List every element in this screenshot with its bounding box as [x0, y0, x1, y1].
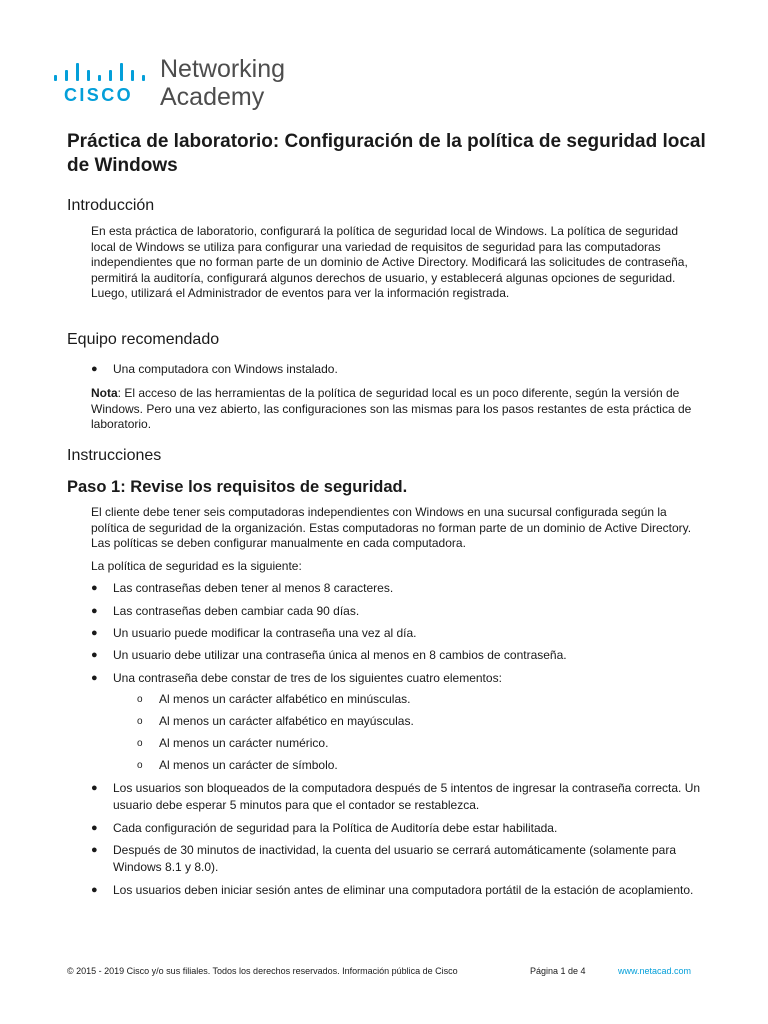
bullet-icon: ● — [91, 672, 98, 684]
list-item: ● Cada configuración de seguridad para la Política de Auditoría debe estar habilitada. — [91, 821, 558, 835]
note-paragraph — [91, 386, 706, 433]
bullet-icon: ● — [91, 627, 98, 639]
bullet-icon: ● — [91, 605, 98, 617]
document-title: Práctica de laboratorio: Configuración de la política de seguridad local de Windows — [67, 131, 706, 176]
sub-list-item: o Al menos un carácter numérico. — [137, 736, 329, 750]
sub-list-item: o Al menos un carácter alfabético en mayúsculas. — [137, 714, 414, 728]
note-text: : El acceso de las herramientas de la política de seguridad local es un poco diferente, según la versión de Windows. Pero una vez abierto, las configuraciones son las mismas para los pasos restantes de esta práctica de laboratorio. — [91, 386, 692, 431]
footer-url-link[interactable]: www.netacad.com — [618, 966, 692, 976]
bullet-icon: ● — [91, 782, 98, 794]
cisco-wordmark: CISCO — [64, 85, 134, 105]
policy-intro: La política de seguridad es la siguiente: — [91, 559, 302, 573]
networking-academy-wordmark — [160, 55, 285, 111]
list-item: ● Una computadora con Windows instalado. — [91, 362, 338, 376]
list-item: ● Una contraseña debe constar de tres de los siguientes cuatro elementos: — [91, 671, 502, 685]
sub-list-item: o Al menos un carácter alfabético en minúsculas. — [137, 692, 411, 706]
bullet-icon: ● — [91, 649, 98, 661]
heading-equipo-recomendado: Equipo recomendado — [67, 331, 220, 348]
sub-list-item: o Al menos un carácter de símbolo. — [137, 758, 338, 772]
paso1-paragraph: El cliente debe tener seis computadoras independientes con Windows en una sucursal configurada según la política de seguridad de la organización. Estas computadoras no forman parte de un dominio de Active Directory. Las políticas se deben configurar manualmente en cada computadora. — [91, 505, 692, 550]
footer-copyright: © 2015 - 2019 Cisco y/o sus filiales. Todos los derechos reservados. Información pública de Cisco — [67, 966, 458, 976]
list-item: ● Un usuario debe utilizar una contraseña única al menos en 8 cambios de contraseña. — [91, 648, 567, 662]
list-item: ● Después de 30 minutos de inactividad, la cuenta del usuario se cerrará automáticamente (solamente para Windows 8.1 y 8.0). — [91, 843, 676, 874]
logo-line-networking: Networking — [160, 55, 286, 83]
circle-bullet-icon: o — [137, 716, 143, 727]
list-item: ● Los usuarios deben iniciar sesión antes de eliminar una computadora portátil de la estación de acoplamiento. — [91, 883, 694, 897]
bullet-icon: ● — [91, 582, 98, 594]
cisco-networking-academy-logo — [52, 57, 312, 117]
circle-bullet-icon: o — [137, 738, 143, 749]
circle-bullet-icon: o — [137, 760, 143, 771]
bullet-icon: ● — [91, 844, 98, 856]
heading-paso-1: Paso 1: Revise los requisitos de seguridad. — [67, 478, 408, 496]
list-item: ● Las contraseñas deben tener al menos 8 caracteres. — [91, 581, 394, 595]
heading-introduccion: Introducción — [67, 197, 155, 214]
list-item: ● Las contraseñas deben cambiar cada 90 días. — [91, 604, 360, 618]
heading-instrucciones: Instrucciones — [67, 447, 162, 464]
bullet-icon: ● — [91, 363, 98, 375]
footer-page-number: Página 1 de 4 — [530, 966, 586, 976]
bullet-icon: ● — [91, 884, 98, 896]
note-label: Nota — [91, 386, 118, 400]
list-item: ● Los usuarios son bloqueados de la computadora después de 5 intentos de ingresar la contraseña correcta. Un usuario debe esperar 5 minutos para que el contador se restablezca. — [91, 781, 701, 812]
cisco-bars-icon — [52, 61, 148, 81]
list-item: ● Un usuario puede modificar la contraseña una vez al día. — [91, 626, 417, 640]
intro-paragraph: En esta práctica de laboratorio, configurará la política de seguridad local de Windows. La política de seguridad local de Windows se utiliza para configurar una variedad de requisitos de seguridad para las computadoras independientes que no forman parte de un dominio de Active Directory. Modificará las solicitudes de contraseña, permitirá la auditoría, configurará algunos derechos de usuario, y establecerá algunas opciones de seguridad. Luego, utilizará el Administrador de eventos para ver la información registrada. — [91, 224, 688, 300]
logo-line-academy: Academy — [160, 83, 265, 111]
circle-bullet-icon: o — [137, 694, 143, 705]
bullet-icon: ● — [91, 822, 98, 834]
